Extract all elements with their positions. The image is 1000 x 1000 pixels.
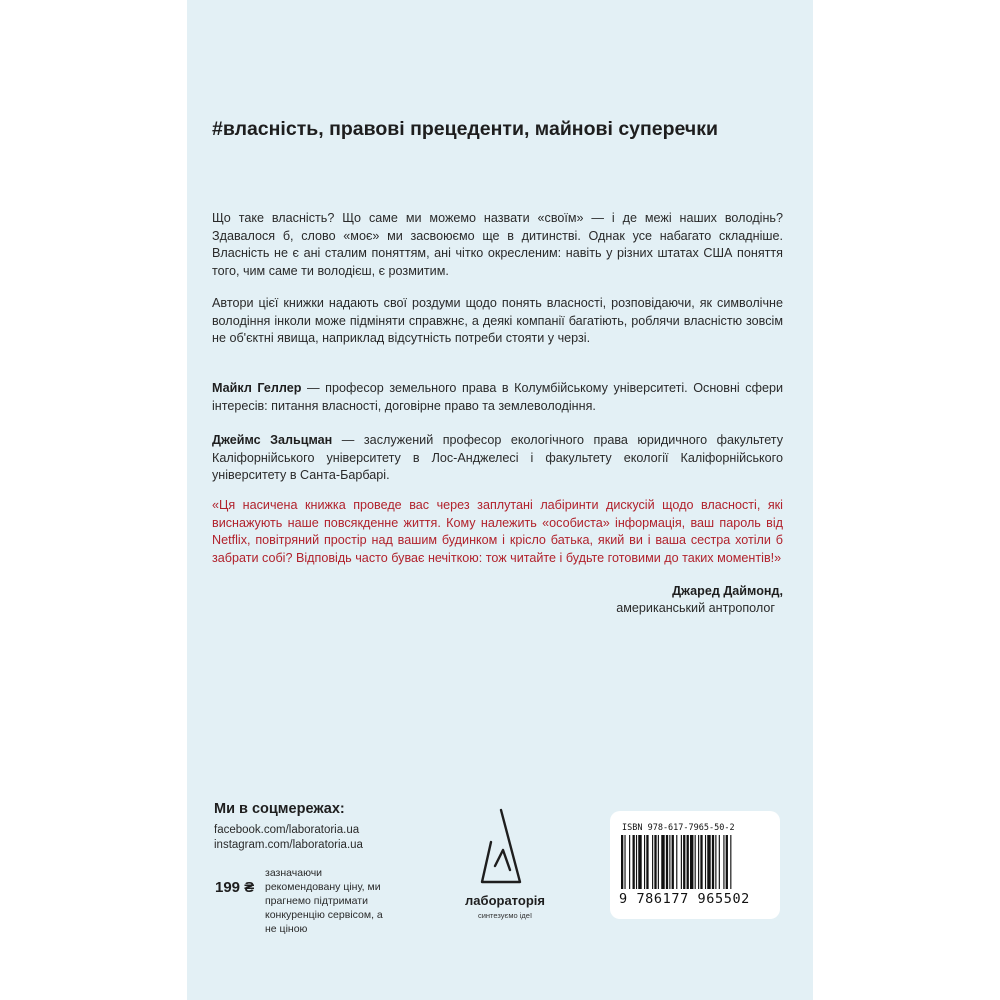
barcode-bar <box>666 835 668 889</box>
barcode-bar <box>672 835 674 889</box>
barcode-bar <box>621 835 623 889</box>
barcode-bar <box>712 835 714 889</box>
quote-author: Джаред Даймонд, <box>672 584 783 598</box>
barcode-bar <box>700 835 702 889</box>
review-quote: «Ця насичена книжка проведе вас через заплутані лабіринти дискусій щодо власності, які виснажують наше повсякденне життя. Кому належить «особиста» інформація, ваш пароль від Netflix, повітряний простір над вашим будинком і крісло батька, який ви і ваша сестра хотіли б забрати собі? Відповідь часто буває нечіткою: тож читайте і будьте готовими до таких моментів!» <box>212 498 783 565</box>
barcode-bar <box>644 835 645 889</box>
barcode-bar <box>698 835 699 889</box>
barcode-bar <box>705 835 706 889</box>
barcode-bar <box>723 835 724 889</box>
barcode-icon <box>619 835 771 894</box>
isbn-digits: 9 786177 965502 <box>619 891 750 907</box>
publisher-tagline: синтезуємо ідеї <box>477 911 533 920</box>
barcode-bar <box>661 835 664 889</box>
hashtag-heading: #власність, правові прецеденти, майнові суперечки <box>212 118 718 140</box>
barcode-bar <box>652 835 653 889</box>
barcode-bar <box>695 835 696 889</box>
barcode-bar <box>730 835 731 889</box>
facebook-link[interactable]: facebook.com/laboratoria.ua <box>214 824 360 836</box>
barcode-bar <box>683 835 685 889</box>
intro-paragraph-2: Автори цієї книжки надають свої роздуми щодо понять власності, розповідаючи, як символічне володіння інколи може підміняти справжнє, а деякі компанії багатіють, роблячи власністю зовсім не об'єктні явища, наприклад відсутність потреби стояти у черзі. <box>212 296 783 346</box>
barcode-bar <box>676 835 677 889</box>
barcode-bar <box>638 835 641 889</box>
author-bio-2 <box>212 432 783 485</box>
publisher-name: лабораторія <box>465 893 545 908</box>
barcode-bar <box>690 835 693 889</box>
social-title: Ми в соцмережах: <box>214 801 345 817</box>
barcode-bar <box>681 835 682 889</box>
price-note: зазначаючи рекомендовану ціну, ми прагнемо підтримати конкуренцію сервісом, а не ціною <box>265 867 383 935</box>
quote-author-role: американський антрополог <box>616 601 775 615</box>
barcode-bar <box>624 835 625 889</box>
instagram-link[interactable]: instagram.com/laboratoria.ua <box>214 839 363 851</box>
barcode-bar <box>629 835 630 889</box>
barcode-bar <box>687 835 689 889</box>
barcode-bar <box>654 835 656 889</box>
author-name-2: Джеймс Зальцман <box>212 433 333 447</box>
publisher-logo-icon <box>479 808 523 888</box>
author-name-1: Майкл Геллер <box>212 381 302 395</box>
barcode-bar <box>658 835 659 889</box>
barcode-bar <box>633 835 635 889</box>
barcode-bar <box>636 835 637 889</box>
author-bio-text-2: — заслужений професор екологічного права юридичного факультету Каліфорнійського університету в Лос-Анджелесі і факультету екології Каліфорнійського університету в Санта-Барбарі. <box>212 433 783 483</box>
barcode-bar <box>715 835 716 889</box>
author-bio-1 <box>212 380 783 415</box>
barcode-bar <box>726 835 728 889</box>
author-bio-text-1: — професор земельного права в Колумбійському університеті. Основні сфери інтересів: питання власності, договірне право та землеволодіння. <box>212 381 783 413</box>
barcode-bar <box>646 835 648 889</box>
price: 199 ₴ <box>215 879 255 896</box>
isbn-label: ISBN 978-617-7965-50-2 <box>622 823 735 833</box>
barcode-bar <box>707 835 710 889</box>
book-back-cover <box>187 0 813 1000</box>
barcode-bar <box>669 835 670 889</box>
barcode-bar <box>719 835 720 889</box>
intro-paragraph-1: Що таке власність? Що саме ми можемо назвати «своїм» — і де межі наших володінь? Здавалося б, слово «моє» ми засвоюємо ще в дитинстві. Однак усе набагато складніше. Власність не є ані сталим поняттям, ані чітко окресленим: навіть у різних штатах США поняття того, чим саме ти володієш, є розмитим. <box>212 211 783 278</box>
